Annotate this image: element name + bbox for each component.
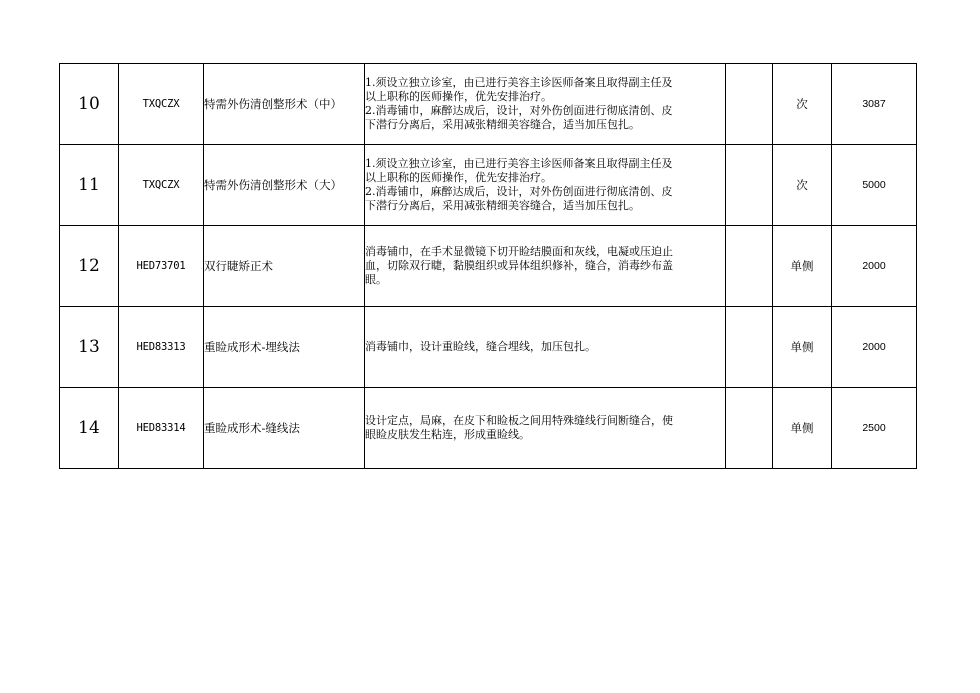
table-row	[60, 145, 917, 226]
item-name-cell: 双行睫矫正术	[204, 226, 365, 307]
blank-cell	[726, 64, 773, 145]
item-code-cell: TXQCZX	[119, 145, 204, 226]
blank-cell	[726, 307, 773, 388]
price-cell: 2500	[832, 388, 917, 469]
item-code-cell: HED83314	[119, 388, 204, 469]
item-number-cell: 12	[60, 226, 119, 307]
unit-cell: 次	[773, 145, 832, 226]
blank-cell	[726, 388, 773, 469]
description-line: 设计定点，局麻，在皮下和睑板之间用特殊缝线行间断缝合，使	[365, 414, 673, 427]
description-line: 1.须设立独立诊室，由已进行美容主诊医师备案且取得副主任及	[365, 157, 673, 170]
description-line: 以上职称的医师操作，优先安排治疗。	[365, 90, 552, 103]
item-description-cell	[365, 145, 726, 226]
price-cell: 3087	[832, 64, 917, 145]
price-cell: 2000	[832, 307, 917, 388]
description-line: 2.消毒铺巾，麻醉达成后，设计，对外伤创面进行彻底清创、皮	[365, 104, 673, 117]
description-line: 眼睑皮肤发生粘连，形成重睑线。	[365, 428, 530, 441]
item-name-cell: 特需外伤清创整形术（中）	[204, 64, 365, 145]
description-line: 眼。	[365, 273, 387, 286]
table-row	[60, 307, 917, 388]
description-line: 消毒铺巾，在手术显微镜下切开睑结膜面和灰线，电凝或压迫止	[365, 245, 673, 258]
item-code-cell: TXQCZX	[119, 64, 204, 145]
item-number-cell: 10	[60, 64, 119, 145]
description-line: 血，切除双行睫，黏膜组织或异体组织修补，缝合，消毒纱布盖	[365, 259, 673, 272]
description-line: 2.消毒铺巾，麻醉达成后，设计，对外伤创面进行彻底清创、皮	[365, 185, 673, 198]
price-cell: 5000	[832, 145, 917, 226]
description-line: 下潜行分离后，采用减张精细美容缝合，适当加压包扎。	[365, 118, 640, 131]
item-description-cell	[365, 226, 726, 307]
item-description-cell	[365, 388, 726, 469]
item-name-cell: 重睑成形术-埋线法	[204, 307, 365, 388]
unit-cell: 次	[773, 64, 832, 145]
item-name-cell: 特需外伤清创整形术（大）	[204, 145, 365, 226]
item-description-cell	[365, 307, 726, 388]
price-table	[59, 63, 917, 469]
table-row	[60, 226, 917, 307]
unit-cell: 单侧	[773, 226, 832, 307]
unit-cell: 单侧	[773, 307, 832, 388]
item-code-cell: HED83313	[119, 307, 204, 388]
unit-cell: 单侧	[773, 388, 832, 469]
item-code-cell: HED73701	[119, 226, 204, 307]
description-line: 1.须设立独立诊室，由已进行美容主诊医师备案且取得副主任及	[365, 76, 673, 89]
description-line: 下潜行分离后，采用减张精细美容缝合，适当加压包扎。	[365, 199, 640, 212]
table-row	[60, 388, 917, 469]
description-line: 以上职称的医师操作，优先安排治疗。	[365, 171, 552, 184]
item-description-cell	[365, 64, 726, 145]
table-body	[60, 64, 917, 469]
item-number-cell: 11	[60, 145, 119, 226]
item-number-cell: 14	[60, 388, 119, 469]
item-number-cell: 13	[60, 307, 119, 388]
table-row	[60, 64, 917, 145]
price-cell: 2000	[832, 226, 917, 307]
blank-cell	[726, 145, 773, 226]
description-line: 消毒铺巾，设计重睑线，缝合埋线，加压包扎。	[365, 340, 596, 353]
blank-cell	[726, 226, 773, 307]
item-name-cell: 重睑成形术-缝线法	[204, 388, 365, 469]
